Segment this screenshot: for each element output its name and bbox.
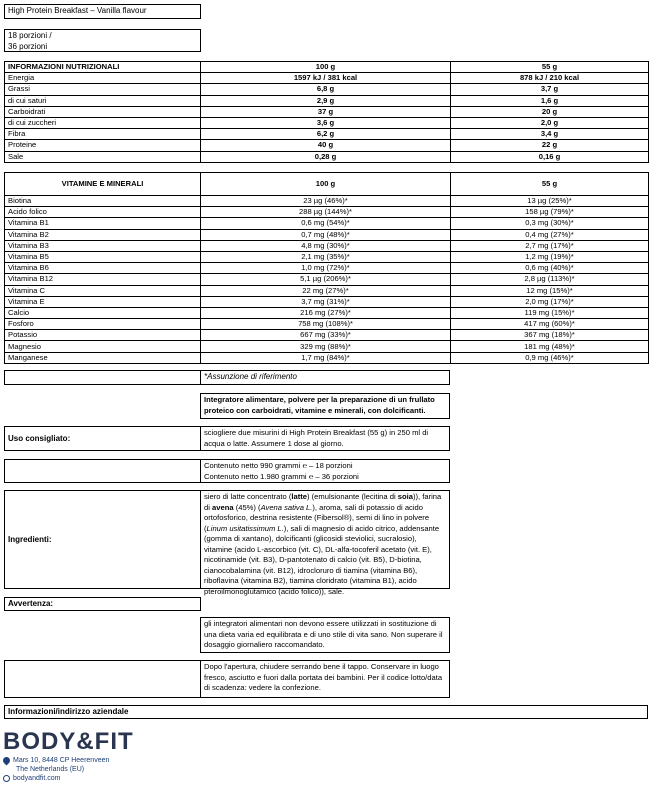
vitamins-row xyxy=(5,307,649,318)
vitamins-row xyxy=(5,251,649,262)
nutrition-label-cell: Carboidrati xyxy=(5,106,201,117)
globe-icon xyxy=(3,775,10,782)
website-row xyxy=(3,774,143,783)
nutrition-header-100g: 100 g xyxy=(201,62,451,73)
nutrition-row xyxy=(5,95,649,106)
allergen-soy: soia xyxy=(397,492,413,501)
vitamins-label-cell: Calcio xyxy=(5,307,201,318)
ingredients-label-box xyxy=(4,490,201,589)
description-text: Integratore alimentare, polvere per la preparazione di un frullato proteico con carboidrati, vitamine e minerali, con dolcificanti. xyxy=(204,395,435,415)
website-link[interactable]: bodyandfit.com xyxy=(13,775,61,782)
nutrition-v55-cell: 3,4 g xyxy=(451,129,649,140)
nutrition-label-cell: di cui zuccheri xyxy=(5,117,201,128)
storage-box xyxy=(200,660,450,698)
vitamins-label-cell: Fosforo xyxy=(5,319,201,330)
location-pin-icon xyxy=(2,755,12,765)
ingredients-latin-oats: Avena sativa L. xyxy=(260,502,313,512)
vitamins-header-label: VITAMINE E MINERALI xyxy=(5,173,201,196)
vitamins-label-cell: Biotina xyxy=(5,196,201,207)
vitamins-label-cell: Vitamina C xyxy=(5,285,201,296)
nutrition-row xyxy=(5,106,649,117)
reference-left-cell xyxy=(4,370,201,385)
vitamins-header-100g: 100 g xyxy=(201,173,451,196)
storage-left-cell xyxy=(4,660,201,698)
vitamins-v55-cell: 119 mg (15%)* xyxy=(451,307,649,318)
nutrition-v55-cell: 878 kJ / 210 kcal xyxy=(451,73,649,84)
vitamins-row xyxy=(5,207,649,218)
net-content-line-2: Contenuto netto 1.980 grammi ℮ – 36 porzioni xyxy=(204,471,359,481)
servings-box xyxy=(4,29,201,52)
nutrition-label-cell: Grassi xyxy=(5,84,201,95)
nutrition-row xyxy=(5,84,649,95)
company-info xyxy=(3,730,143,786)
vitamins-v55-cell: 0,6 mg (40%)* xyxy=(451,263,649,274)
ingredients-text-2: ) (emulsionante (lecitina di xyxy=(307,492,398,501)
vitamins-v55-cell: 0,9 mg (46%)* xyxy=(451,352,649,363)
company-label: Informazioni/indirizzo aziendale xyxy=(8,707,129,716)
vitamins-label-cell: Manganese xyxy=(5,352,201,363)
reference-note-box xyxy=(200,370,450,385)
ingredients-text-5: ), aroma, sali di potassio di acido ortofosforico, destrina resistente (Fibersol®), semi di lino in polvere ( xyxy=(204,502,430,533)
warning-label: Avvertenza: xyxy=(8,599,54,608)
nutrition-label-cell: Fibra xyxy=(5,129,201,140)
address-line-2: The Netherlands (EU) xyxy=(16,766,85,773)
nutrition-row xyxy=(5,140,649,151)
vitamins-v100-cell: 2,1 mg (35%)* xyxy=(201,251,451,262)
vitamins-v55-cell: 1,2 mg (19%)* xyxy=(451,251,649,262)
address-line-1: Mars 10, 8448 CP Heerenveen xyxy=(13,757,110,764)
nutrition-v100-cell: 3,6 g xyxy=(201,117,451,128)
vitamins-v100-cell: 288 µg (144%)* xyxy=(201,207,451,218)
nutrition-header-55g: 55 g xyxy=(451,62,649,73)
nutrition-v55-cell: 0,16 g xyxy=(451,151,649,162)
allergen-milk: latte xyxy=(291,492,307,501)
vitamins-v100-cell: 4,8 mg (30%)* xyxy=(201,240,451,251)
servings-line-2: 36 porzioni xyxy=(8,41,48,51)
nutrition-v100-cell: 0,28 g xyxy=(201,151,451,162)
reference-note: *Assunzione di riferimento xyxy=(204,372,297,381)
vitamins-v100-cell: 5,1 µg (206%)* xyxy=(201,274,451,285)
nutrition-row xyxy=(5,73,649,84)
nutrition-label-cell: Energia xyxy=(5,73,201,84)
vitamins-label-cell: Vitamina E xyxy=(5,296,201,307)
ingredients-text-6: ), sali di magnesio di acido citrico, addensante (gomma di xantano), dolcificanti (glicosidi steviolici, sucralosio), vitamine (acido L-ascorbico (vit. C), DL-alfa-tocoferil acetato (vit. E), nicotinamide (vit. B3), D-pantotenato di calcio (vit. B5), D-biotina, cianocobalamina (vit. B12), idrocloruro di tiamina (vitamina B6), riboflavina (vitamina B2), tiamina cloridrato (vitamina B1), acido pteroilmonoglutamico (acido folico)), sale. xyxy=(204,523,440,596)
vitamins-row xyxy=(5,319,649,330)
vitamins-v55-cell: 417 mg (60%)* xyxy=(451,319,649,330)
vitamins-row xyxy=(5,285,649,296)
nutrition-v55-cell: 2,0 g xyxy=(451,117,649,128)
vitamins-v100-cell: 1,0 mg (72%)* xyxy=(201,263,451,274)
vitamins-row xyxy=(5,274,649,285)
vitamins-label-cell: Vitamina B6 xyxy=(5,263,201,274)
ingredients-box xyxy=(200,490,450,596)
nutrition-label-cell: Sale xyxy=(5,151,201,162)
vitamins-label-cell: Acido folico xyxy=(5,207,201,218)
vitamins-header-55g: 55 g xyxy=(451,173,649,196)
vitamins-row xyxy=(5,240,649,251)
vitamins-row xyxy=(5,341,649,352)
nutrition-label-cell: Proteine xyxy=(5,140,201,151)
nutrition-header-label: INFORMAZIONI NUTRIZIONALI xyxy=(5,62,201,73)
vitamins-v100-cell: 329 mg (88%)* xyxy=(201,341,451,352)
allergen-oats: avena xyxy=(212,502,234,512)
servings-line-1: 18 porzioni / xyxy=(8,31,52,40)
vitamins-label-cell: Vitamina B3 xyxy=(5,240,201,251)
vitamins-header-row xyxy=(5,173,649,196)
warning-label-box xyxy=(4,597,201,611)
nutrition-header-row xyxy=(5,62,649,73)
nutrition-v55-cell: 3,7 g xyxy=(451,84,649,95)
vitamins-v100-cell: 758 mg (108%)* xyxy=(201,319,451,330)
storage-text: Dopo l'apertura, chiudere serrando bene il tappo. Conservare in luogo fresco, asciutto e fuori dalla portata dei bambini. Per il codice lotto/data di scadenza: vedere la confezione. xyxy=(204,662,443,692)
company-label-box xyxy=(4,705,648,719)
ingredients-latin-flax: Linum usitatissimum L. xyxy=(206,523,284,533)
vitamins-v100-cell: 22 mg (27%)* xyxy=(201,285,451,296)
nutrition-v100-cell: 37 g xyxy=(201,106,451,117)
nutrition-v100-cell: 40 g xyxy=(201,140,451,151)
vitamins-row xyxy=(5,330,649,341)
vitamins-v55-cell: 13 µg (25%)* xyxy=(451,196,649,207)
product-name-box xyxy=(4,4,201,19)
net-content-left-cell xyxy=(4,459,201,483)
vitamins-label-cell: Potassio xyxy=(5,330,201,341)
vitamins-v55-cell: 2,8 µg (113%)* xyxy=(451,274,649,285)
nutrition-row xyxy=(5,129,649,140)
nutrition-row xyxy=(5,117,649,128)
nutrition-label-cell: di cui saturi xyxy=(5,95,201,106)
description-box xyxy=(200,393,450,419)
nutrition-v55-cell: 1,6 g xyxy=(451,95,649,106)
vitamins-v55-cell: 181 mg (48%)* xyxy=(451,341,649,352)
vitamins-v100-cell: 0,6 mg (54%)* xyxy=(201,218,451,229)
usage-label: Uso consigliato: xyxy=(8,434,71,443)
usage-text: sciogliere due misurini di High Protein Breakfast (55 g) in 250 ml di acqua o latte. Assumere 1 dose al giorno. xyxy=(204,428,429,448)
nutrition-v100-cell: 6,2 g xyxy=(201,129,451,140)
usage-label-box xyxy=(4,426,201,451)
vitamins-row xyxy=(5,229,649,240)
vitamins-label-cell: Vitamina B2 xyxy=(5,229,201,240)
vitamins-row xyxy=(5,296,649,307)
net-content-line-1: Contenuto netto 990 grammi ℮ – 18 porzioni xyxy=(204,461,353,470)
vitamins-v100-cell: 3,7 mg (31%)* xyxy=(201,296,451,307)
vitamins-label-cell: Vitamina B5 xyxy=(5,251,201,262)
vitamins-v55-cell: 0,3 mg (30%)* xyxy=(451,218,649,229)
vitamins-label-cell: Magnesio xyxy=(5,341,201,352)
vitamins-v100-cell: 216 mg (27%)* xyxy=(201,307,451,318)
vitamins-row xyxy=(5,352,649,363)
nutrition-v100-cell: 1597 kJ / 381 kcal xyxy=(201,73,451,84)
vitamins-v55-cell: 367 mg (18%)* xyxy=(451,330,649,341)
nutrition-v55-cell: 20 g xyxy=(451,106,649,117)
vitamins-v55-cell: 2,0 mg (17%)* xyxy=(451,296,649,307)
vitamins-v55-cell: 0,4 mg (27%)* xyxy=(451,229,649,240)
vitamins-row xyxy=(5,196,649,207)
vitamins-row xyxy=(5,218,649,229)
product-name: High Protein Breakfast – Vanilla flavour xyxy=(8,6,147,15)
vitamins-v100-cell: 667 mg (33%)* xyxy=(201,330,451,341)
vitamins-v100-cell: 23 µg (46%)* xyxy=(201,196,451,207)
ingredients-text-3: )), farina di xyxy=(204,492,442,512)
address-line-1-row xyxy=(3,756,143,765)
brand-logo: BODY&FIT xyxy=(3,728,134,755)
net-content-box xyxy=(200,459,450,483)
vitamins-row xyxy=(5,263,649,274)
vitamins-v55-cell: 2,7 mg (17%)* xyxy=(451,240,649,251)
vitamins-v100-cell: 1,7 mg (84%)* xyxy=(201,352,451,363)
vitamins-table xyxy=(4,172,649,364)
vitamins-label-cell: Vitamina B1 xyxy=(5,218,201,229)
nutrition-row xyxy=(5,151,649,162)
vitamins-v100-cell: 0,7 mg (48%)* xyxy=(201,229,451,240)
vitamins-v55-cell: 12 mg (15%)* xyxy=(451,285,649,296)
ingredients-text-1: siero di latte concentrato ( xyxy=(204,492,292,501)
nutrition-v55-cell: 22 g xyxy=(451,140,649,151)
warning-text-box xyxy=(200,617,450,653)
vitamins-label-cell: Vitamina B12 xyxy=(5,274,201,285)
nutrition-v100-cell: 6,8 g xyxy=(201,84,451,95)
ingredients-label: Ingredienti: xyxy=(8,535,52,544)
nutrition-table xyxy=(4,61,649,163)
vitamins-v55-cell: 158 µg (79%)* xyxy=(451,207,649,218)
warning-text: gli integratori alimentari non devono essere utilizzati in sostituzione di una dieta varia ed equilibrata e di uno stile di vita sano. Non superare il dosaggio giornaliero raccomandato. xyxy=(204,619,443,649)
ingredients-text-4: (45%) ( xyxy=(233,502,261,512)
nutrition-v100-cell: 2,9 g xyxy=(201,95,451,106)
usage-text-box xyxy=(200,426,450,451)
